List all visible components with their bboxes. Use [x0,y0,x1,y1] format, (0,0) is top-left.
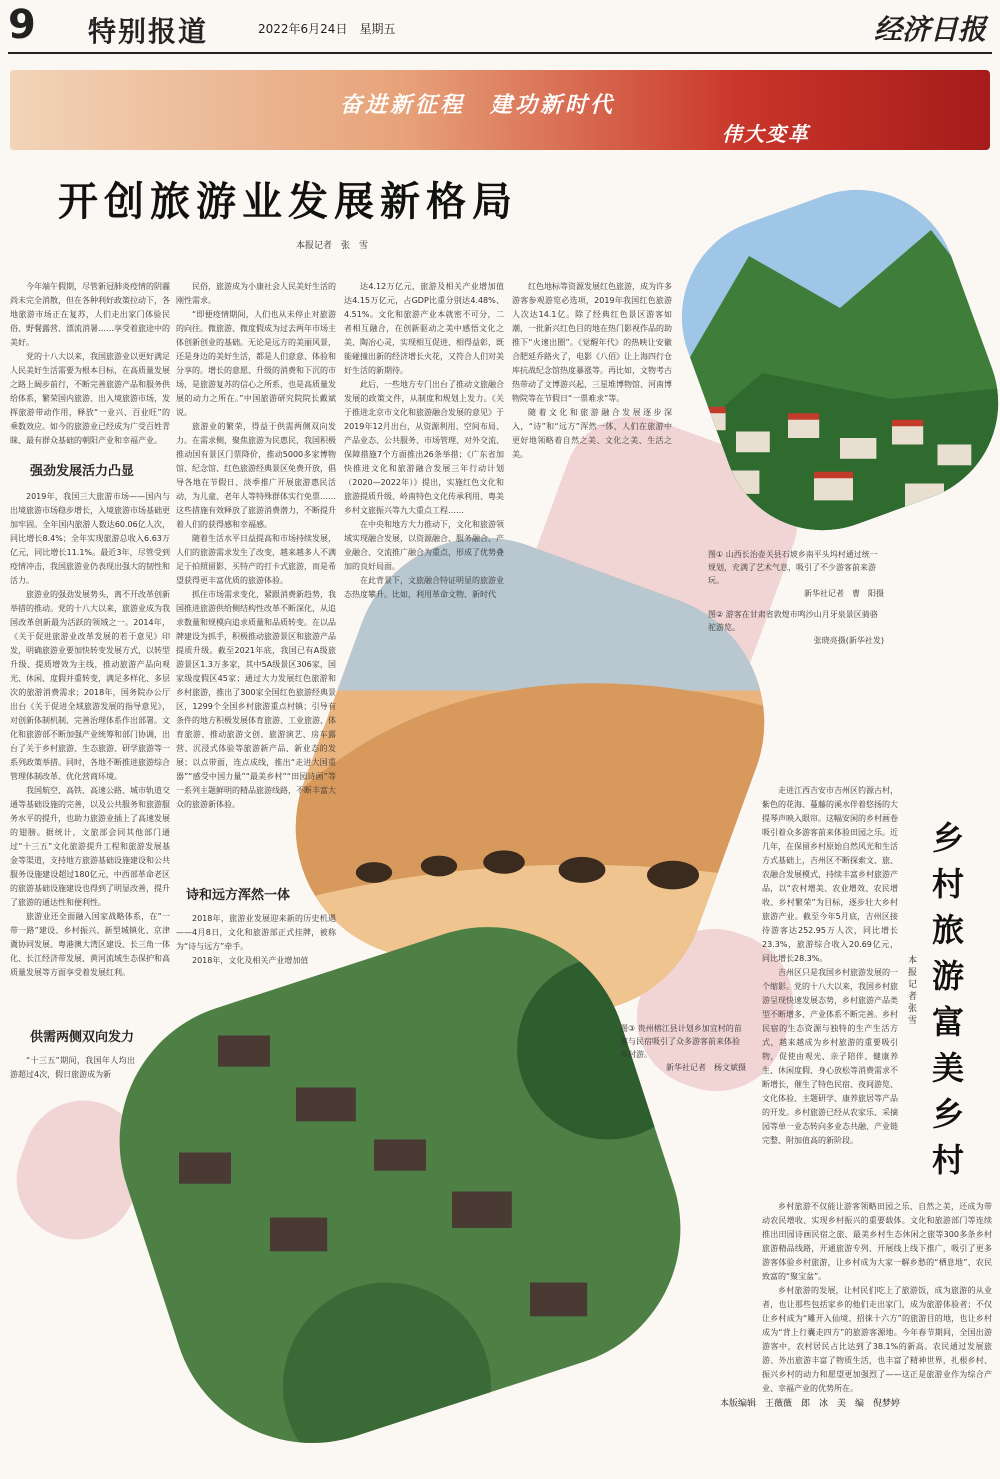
header-rule [8,52,992,54]
paragraph: 此后，一些地方专门出台了推动文旅融合发展的政策文件，从制度和规划上发力。《关于推进北京市文化和旅游融合发展的意见》于2019年12月出台，从资源利用、空间布局、产品业态、公共服务、市场管理、对外交流、保障措施7个方面推出26条举措；《广东省加快推进文化和旅游融合发展三年行动计划（2020—2022年）》提出，实施红色文化和旅游提质升级、岭南特色文化传承利用、粤美乡村文旅振兴等九大重点工程…… [344,380,504,515]
paragraph: 随着文化和旅游融合发展逐步深入，“诗”和“远方”浑然一体，人们在旅游中更好地领略着自然之美、文化之美、生活之美。 [512,408,672,459]
paragraph: 党的十八大以来，我国旅游业以更好满足人民美好生活需要为根本目标，在高质量发展之路上阔步前行，不断完善旅游产品和服务供给体系，繁荣国内旅游、出入境旅游市场，发挥旅游带动作用，释放“一业兴、百业旺”的乘数效应。如今的旅游业已经成为广受百姓青睐、最有群众基础的朝阳产业和幸福产业。 [10,352,170,445]
page-number: 9 [8,2,36,48]
photo-credit: 新华社记者 杨文斌摄 [666,1063,746,1072]
banner-sub-slogan: 伟大变革 [722,122,810,146]
article-title: 开创旅游业发展新格局 [58,178,518,225]
banner-main-slogan: 奋进新征程 建功新时代 [340,92,616,118]
paragraph: 吉州区只是我国乡村旅游发展的一个缩影。党的十八大以来，我国乡村旅游呈现快速发展态势，乡村旅游产品类型不断增多、产业体系不断完善。乡村民宿的生态资源与独特的生产生活方式，越来越成为乡村旅游的重要吸引物，促使由观光、亲子陪伴、健康养生、休闲度假、身心放松等消费需求不断增长，催生了特色民宿、夜间游览、文化体验、主题研学、康养旅居等产品的开发。乡村旅游已经从农家乐、采摘园等单一业态转向多业态共融、产业链完整、附加值高的新阶段。 [762,968,898,1145]
paragraph: 抓住市场需求变化，紧跟消费新趋势，我国推进旅游供给侧结构性改革不断深化，从追求数量和规模向追求质量和品质转变。在以品牌建设为抓手，积极推动旅游景区和旅游产品提质升级。截至2021年底，我国已有A级旅游景区1.3万多家，其中5A级景区306家，国家级度假区45家；通过大力发展红色旅游和乡村旅游，推出了300家全国红色旅游经典景区，1299个全国乡村旅游重点村镇；引导有条件的地方积极发展体育旅游、工业旅游、体育旅游、推动旅游文创、旅游演艺、房车露营、沉浸式体验等旅游新产品、新业态的发展；以点带面，连点成线，推出“走进大国重器”“感受中国力量”“最美乡村”“田园诗画”等一系列主题鲜明的精品旅游线路，不断丰富大众的旅游新体验。 [176,590,336,809]
paragraph: 旅游业的繁荣，得益于供需两侧双向发力。在需求侧，聚焦旅游为民惠民，我国积极推动国有景区门票降价，推动5000多家博物馆、纪念馆、红色旅游经典景区免费开放，倡导各地在节假日、淡季推广开展旅游惠民活动，为儿童、老年人等特殊群体实行免票……这些措施有效释放了旅游消费潜力，不断提升着人们的获得感和幸福感。 [176,422,336,529]
paragraph: 乡村旅游的发展，让村民们吃上了旅游饭，成为旅游的从业者，也让那些包括家乡的他们走出家门，成为旅游体验者；不仅让乡村成为“雕开入仙境、招徕十六方”的旅游目的地，也让乡村成为“背上行囊走四方”的旅游客源地。今年春节期间，全国出游游客中，农村居民占比达到了38.1%的新高。农民通过发展旅游、外出旅游丰富了物质生活，也丰富了精神世界，扎根乡村、振兴乡村的动力和愿望更加强烈了——这正是旅游业作为综合产业、幸福产业的优势所在。 [762,1286,992,1393]
paragraph: “十三五”期间，我国年人均出游超过4次，假日旅游成为新 [10,1056,135,1079]
photo-caption: 图① 山西长治壶关县石坡乡南平头坞村通过统一规划，充满了艺术气息，吸引了不少游客前来游玩。 [708,550,878,585]
photo-credit: 新华社记者 曹 阳摄 [804,589,884,598]
paragraph: 旅游业还全面融入国家战略体系，在“一带一路”建设、乡村振兴、新型城镇化、京津冀协同发展、粤港澳大湾区建设、长三角一体化、长江经济带发展、黄河流域生态保护和高质量发展等方面享受着发展红利。 [10,912,170,977]
paragraph: 旅游业的强劲发展势头，离不开改革创新举措的推动。党的十八大以来，旅游业成为我国改革创新最为活跃的领域之一。2014年，《关于促进旅游业改革发展的若干意见》印发，明确旅游业要加快转变发展方式，以转型升级、提质增效为主线，推动旅游产品向观光、休闲、度假并重转变，满足多样化、多层次的旅游消费需求；2018年，国务院办公厅出台《关于促进全域旅游发展的指导意见》，对创新体制机制、完善治理体系作出部署。文化和旅游部不断加强产业统筹和部门协调，出台了关于乡村旅游、生态旅游、研学旅游等一系列政策举措。同时，各地不断推进旅游综合管理体制改革、优化营商环境。 [10,590,170,781]
paragraph: 随着生活水平日益提高和市场持续发展，人们的旅游需求发生了改变，越来越多人不满足于拍照留影、买特产的打卡式旅游，而是希望获得更丰富优质的旅游体验。 [176,534,336,585]
paragraph: “即便疫情期间，人们也从未停止对旅游的向往。微旅游、微度假成为过去两年市场主体创新创业的基础。无论是远方的美丽风景，还是身边的美好生活，都是人们意意、体验和分享的。增长的意愿、升级的消费和下沉的市场，是旅游复苏的信心之所系，也是高质量发展的动力之所在。”中国旅游研究院院长戴斌说。 [176,310,336,417]
photo-caption: 图② 游客在甘肃省敦煌市鸣沙山月牙泉景区骑骆驼游览。 [708,610,878,632]
photo-credit: 张晓亮摄(新华社发) [813,636,884,645]
paragraph: 2018年，旅游业发展迎来新的历史机遇——4月8日，文化和旅游部正式挂牌，被称为“诗与远方”牵手。 [176,914,336,951]
paragraph: 民俗，旅游成为小康社会人民美好生活的刚性需求。 [176,282,336,305]
subheading: 诗和远方浑然一体 [186,888,291,903]
section-title: 特别报道 [88,15,209,48]
paragraph: 达4.12万亿元，旅游及相关产业增加值达4.15万亿元，占GDP比重分别达4.48%、4.51%。文化和旅游产业本就密不可分，二者相互融合，在创新驱动之美中感悟文化之美、陶冶心灵，实现相互促进、相得益彰，既能碰撞出新的经济增长火花，又符合人们对美好生活的新期待。 [344,282,504,375]
page-editors: 本版编辑 王薇薇 郎 冰 美 编 倪梦婷 [720,1399,901,1409]
issue-date: 2022年6月24日 星期五 [258,22,396,36]
paragraph: 走进江西吉安市吉州区钓源古村，紫色的花海、蔓藤的溪水伴着悠扬的大提琴声映入眼帘。这幅安闲的乡村画卷吸引着众多游客前来体验田园之乐。近几年，在保留乡村原始自然风光和生活方式基础上，吉州区不断探索文、旅、农融合发展模式，持续丰富乡村旅游产品，以“农村增美、农业增效、农民增收、乡村繁荣”为目标，逐步壮大乡村旅游产业。截至今年5月底，吉州区接待游客达252.95万人次，同比增长23.3%，旅游综合收入20.69亿元，同比增长28.3%。 [762,786,898,963]
article-byline: 本报记者 张 雪 [296,241,369,251]
subheading: 供需两侧双向发力 [30,1030,135,1045]
paragraph: 乡村旅游不仅能让游客领略田园之乐、自然之美，还成为带动农民增收、实现乡村振兴的重要载体。文化和旅游部门等连续推出田园诗画民宿之旅、最美乡村生态休闲之旅等300多条乡村旅游精品线路，开通旅游专列、开展线上线下推广，吸引了更多游客体验乡村旅游，让乡村成为大家一解乡愁的“栖息地”、农民致富的“聚宝盆”。 [762,1202,992,1281]
paragraph: 在此背景下，文旅融合特证明显的旅游业态热度攀升。比如，利用革命文物、新时代 [344,576,504,599]
paragraph: 在中央和地方大力推动下，文化和旅游领域实现融合发展，以资源融合、服务融合、产业融合、交流推广融合为重点，形成了优势叠加的良好局面。 [344,520,504,571]
paragraph: 2018年，文化及相关产业增加值 [192,956,309,965]
paragraph: 今年端午假期，尽管新冠肺炎疫情的阴霾尚未完全消散，但在各种利好政策拉动下，各地旅游市场正在复苏，人们走出家门体验民俗、野餐露营、漂流消暑……享受着旅途中的美好。 [10,282,170,347]
subheading: 强劲发展活力凸显 [30,464,135,479]
side-story-byline: 本报记者 张 雪 [908,956,927,1026]
paragraph: 红色地标等资源发展红色旅游，成为许多游客参观游览必选项，2019年我国红色旅游人次达14.1亿。除了经典红色景区游客如潮，一批新兴红色目的地在热门影视作品的助推下“火速出圈”。《觉醒年代》的热映让安徽合肥延乔路火了，电影《八佰》让上海四行仓库抗战纪念馆热度暴涨等。再比如，文物考古热带动了文博游兴起，三星堆博物馆、河南博物院等在节假日“一票难求”等。 [512,282,672,403]
photo-caption: 图③ 贵州榕江县计划乡加宜村的苗寨与民宿吸引了众多游客前来体验乡村游。 [620,1024,742,1059]
newspaper-logo: 经济日报 [873,13,986,46]
paragraph: 我国航空、高铁、高速公路、城市轨道交通等基础设施的完善，以及公共服务和旅游服务水平的提升，也助力旅游业插上了高速发展的翅膀。据统计，文旅部会同其他部门通过“十三五”文化旅游提升工程和旅游发展基金等渠道，支持地方旅游基础设施建设和公共服务设施建设超过180亿元，中西部革命老区的旅游基础设施建设也得到了明显改善，提升了旅游的通达性和便利性。 [10,786,170,907]
paragraph: 2019年，我国三大旅游市场——国内与出境旅游市场稳步增长，入境旅游市场基础更加牢固。全年国内旅游人数达60.06亿人次，同比增长8.4%；全年实现旅游总收入6.63万亿元，同比增长11.1%。最近3年，尽管受到疫情冲击，我国旅游业仍表现出强大的韧性和活力。 [10,492,170,585]
side-story-title: 乡村旅游富美乡村 [931,819,964,1179]
